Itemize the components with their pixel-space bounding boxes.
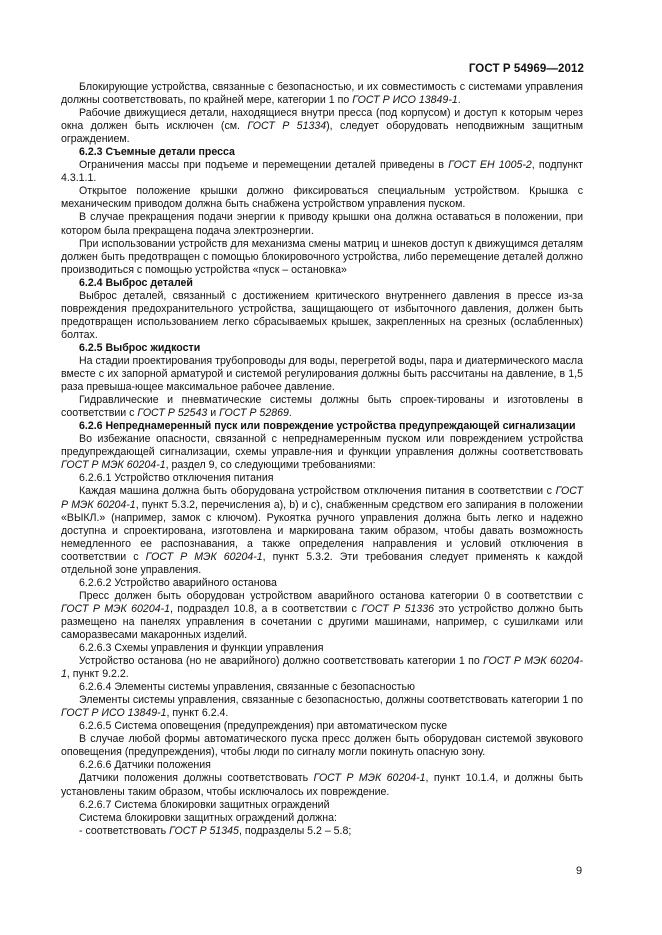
- body-paragraph: [61, 812, 583, 825]
- text-run: В случае любой формы автоматического пуска пресс должен быть оборудован системой звукового оповещения (предупреждения), чтобы люди по сигналу могли покинуть опасную зону.: [61, 733, 583, 759]
- standard-reference: ГОСТ Р 51336: [361, 602, 435, 615]
- text-run: , пункт 5.3.2. Эти требования следует применять к каждой отдельной зоне управления.: [61, 550, 583, 576]
- text-run: ), следует оборудовать неподвижным защитным ограждением.: [61, 120, 583, 146]
- text-run: Во избежание опасности, связанной с непреднамеренным пуском или повреждением устройства предупреждающей сигнализации, схемы управле-ния и функции управления должны соответствовать: [61, 433, 583, 459]
- standard-reference: ГОСТ Р МЭК 60204-1: [61, 655, 583, 681]
- text-run: Датчики положения должны соответствовать: [79, 772, 314, 785]
- standard-reference: ГОСТ Р МЭК 60204-1: [61, 485, 583, 511]
- text-run: Каждая машина должна быть оборудована устройством отключения питания в соответствии с: [79, 485, 556, 498]
- standard-reference: ГОСТ Р МЭК 60204-1: [61, 459, 166, 472]
- text-run: .: [288, 407, 292, 420]
- text-run: Блокирующие устройства, связанные с безопасностью, и их совместимость с системами управления должны соответствовать, по крайней мере, категории 1 по: [61, 81, 583, 107]
- body-paragraph: [61, 733, 583, 759]
- subsection-heading: [61, 642, 583, 655]
- subsection-heading: [61, 472, 583, 485]
- standard-reference: ГОСТ ЕН 1005-2: [448, 159, 532, 172]
- standard-reference: ГОСТ Р МЭК 60204-1: [61, 602, 171, 615]
- text-run: Гидравлические и пневматические системы должны быть спроек-тированы и изготовлены в соответствии с: [61, 394, 583, 420]
- text-run: Устройство останова (но не аварийного) должно соответствовать категории 1 по: [79, 655, 484, 668]
- body-paragraph: [61, 185, 583, 211]
- subsection-heading: [61, 720, 583, 733]
- text-run: 6.2.6.6 Датчики положения: [79, 759, 211, 772]
- text-run: , пункт 9.2.2.: [66, 668, 129, 681]
- text-run: 6.2.4 Выброс деталей: [79, 276, 193, 289]
- text-run: При использовании устройств для механизма смены матриц и шнеков доступ к движущимся деталям должен быть предотвращен с помощью блокировочного устройства, либо перемещение деталей должно производиться с помощью устройства «пуск – остановка»: [61, 237, 583, 276]
- page-body: [61, 81, 583, 838]
- body-paragraph: [61, 81, 583, 107]
- page-number: 9: [576, 865, 583, 877]
- text-run: , подпункт 4.3.1.1.: [61, 159, 583, 185]
- text-run: Пресс должен быть оборудован устройством аварийного останова категории 0 в соответствии с: [79, 589, 583, 602]
- body-paragraph: [61, 772, 583, 798]
- standard-reference: ГОСТ Р 52869: [219, 407, 289, 420]
- standard-reference: ГОСТ Р ИСО 13849-1: [61, 707, 167, 720]
- body-paragraph: [61, 238, 583, 277]
- text-run: 6.2.6.5 Система оповещения (предупреждения) при автоматическом пуске: [79, 720, 448, 733]
- body-paragraph: [61, 355, 583, 394]
- text-run: , подразделы 5.2 – 5.8;: [238, 824, 352, 837]
- text-run: 6.2.6.2 Устройство аварийного останова: [79, 576, 277, 589]
- standard-reference: ГОСТ Р 52543: [137, 407, 208, 420]
- text-run: Выброс деталей, связанный с достижением критического внутреннего давления в прессе из-за повреждения предохранительного устройства, защищающего от избыточного давления, должен быть предотвращен использованием легко сбрасываемых крышек, закрепленных на срезных (ослабленных) болтах.: [61, 289, 583, 341]
- subsection-heading: [61, 759, 583, 772]
- text-run: 6.2.6.1 Устройство отключения питания: [79, 472, 274, 485]
- text-run: , раздел 9, со следующими требованиями:: [165, 459, 376, 472]
- text-run: 6.2.6.7 Система блокировки защитных ограждений: [79, 798, 330, 811]
- body-paragraph: [61, 211, 583, 237]
- text-run: 6.2.6 Непреднамеренный пуск или повреждение устройства предупреждающей сигнализации: [79, 420, 576, 433]
- text-run: 6.2.6.3 Схемы управления и функции управления: [79, 642, 324, 655]
- body-paragraph: [61, 107, 583, 146]
- standard-reference: ГОСТ Р ИСО 13849-1: [352, 94, 458, 107]
- body-paragraph: [61, 825, 583, 838]
- body-paragraph: [61, 433, 583, 472]
- text-run: Элементы системы управления, связанные с безопасностью, должны соответствовать категории 1 по: [79, 694, 583, 707]
- text-run: 6.2.3 Съемные детали пресса: [79, 146, 235, 159]
- text-run: В случае прекращения подачи энергии к приводу крышки она должна оставаться в положении, при котором была прекращена подача электроэнергии.: [61, 211, 583, 237]
- section-heading: [61, 146, 583, 159]
- body-paragraph: [61, 590, 583, 642]
- text-run: 6.2.5 Выброс жидкости: [79, 341, 201, 354]
- text-run: Рабочие движущиеся детали, находящиеся внутри пресса (под корпусом) и доступ к которым через окна должен быть исключен (см.: [61, 107, 583, 133]
- standard-reference: ГОСТ Р 51334: [247, 120, 327, 133]
- subsection-heading: [61, 799, 583, 812]
- text-run: Ограничения массы при подъеме и перемещении деталей приведены в: [79, 159, 449, 172]
- section-heading: [61, 420, 583, 433]
- text-run: - соответствовать: [79, 824, 170, 837]
- text-run: 6.2.6.4 Элементы системы управления, связанные с безопасностью: [79, 681, 415, 694]
- text-run: , пункт 6.2.4.: [166, 707, 229, 720]
- section-heading: [61, 342, 583, 355]
- text-run: , пункт 5.3.2, перечисления а), b) и с), снабженным средством его запирания в положении «ВЫКЛ.» (например, замок с ключом). Рукоятка ручного управления должна быть легко и надежно доступна и спроектирована, изготовлена и маркирована таким образом, чтобы давать возможность немедленного ее распознавания, а также определения направления и условий отключения в соответствии с: [61, 498, 584, 563]
- subsection-heading: [61, 577, 583, 590]
- standard-reference: ГОСТ Р МЭК 60204-1: [145, 550, 263, 563]
- text-run: и: [207, 407, 220, 420]
- standard-code-header: ГОСТ Р 54969—2012: [468, 63, 584, 75]
- body-paragraph: [61, 159, 583, 185]
- body-paragraph: [61, 290, 583, 342]
- body-paragraph: [61, 655, 583, 681]
- text-run: , подраздел 10.8, а в соответствии с: [170, 602, 362, 615]
- section-heading: [61, 277, 583, 290]
- body-paragraph: [61, 485, 583, 576]
- standard-reference: ГОСТ Р МЭК 60204-1: [313, 772, 426, 785]
- text-run: .: [457, 94, 461, 107]
- text-run: На стадии проектирования трубопроводы для воды, перегретой воды, пара и диатермического масла вместе с их запорной арматурой и системой регулирования должны быть рассчитаны на давление, в 1,5 раза превыша-ющее максимальное рабочее давление.: [61, 354, 583, 394]
- text-run: Открытое положение крышки должно фиксироваться специальным устройством. Крышка с механическим приводом должна быть снабжена устройством управления пуском.: [61, 185, 583, 211]
- text-run: Система блокировки защитных ограждений должна:: [79, 811, 337, 824]
- text-run: это устройство должно быть размещено на панелях управления в сочетании с другими машинами, например, с сушилками или саморазвесами макаронных изделий.: [61, 602, 583, 641]
- subsection-heading: [61, 681, 583, 694]
- standard-reference: ГОСТ Р 51345: [169, 824, 239, 837]
- body-paragraph: [61, 694, 583, 720]
- text-run: , пункт 10.1.4, и должны быть установлены таким образом, чтобы исключалось их повреждение.: [61, 772, 583, 798]
- body-paragraph: [61, 394, 583, 420]
